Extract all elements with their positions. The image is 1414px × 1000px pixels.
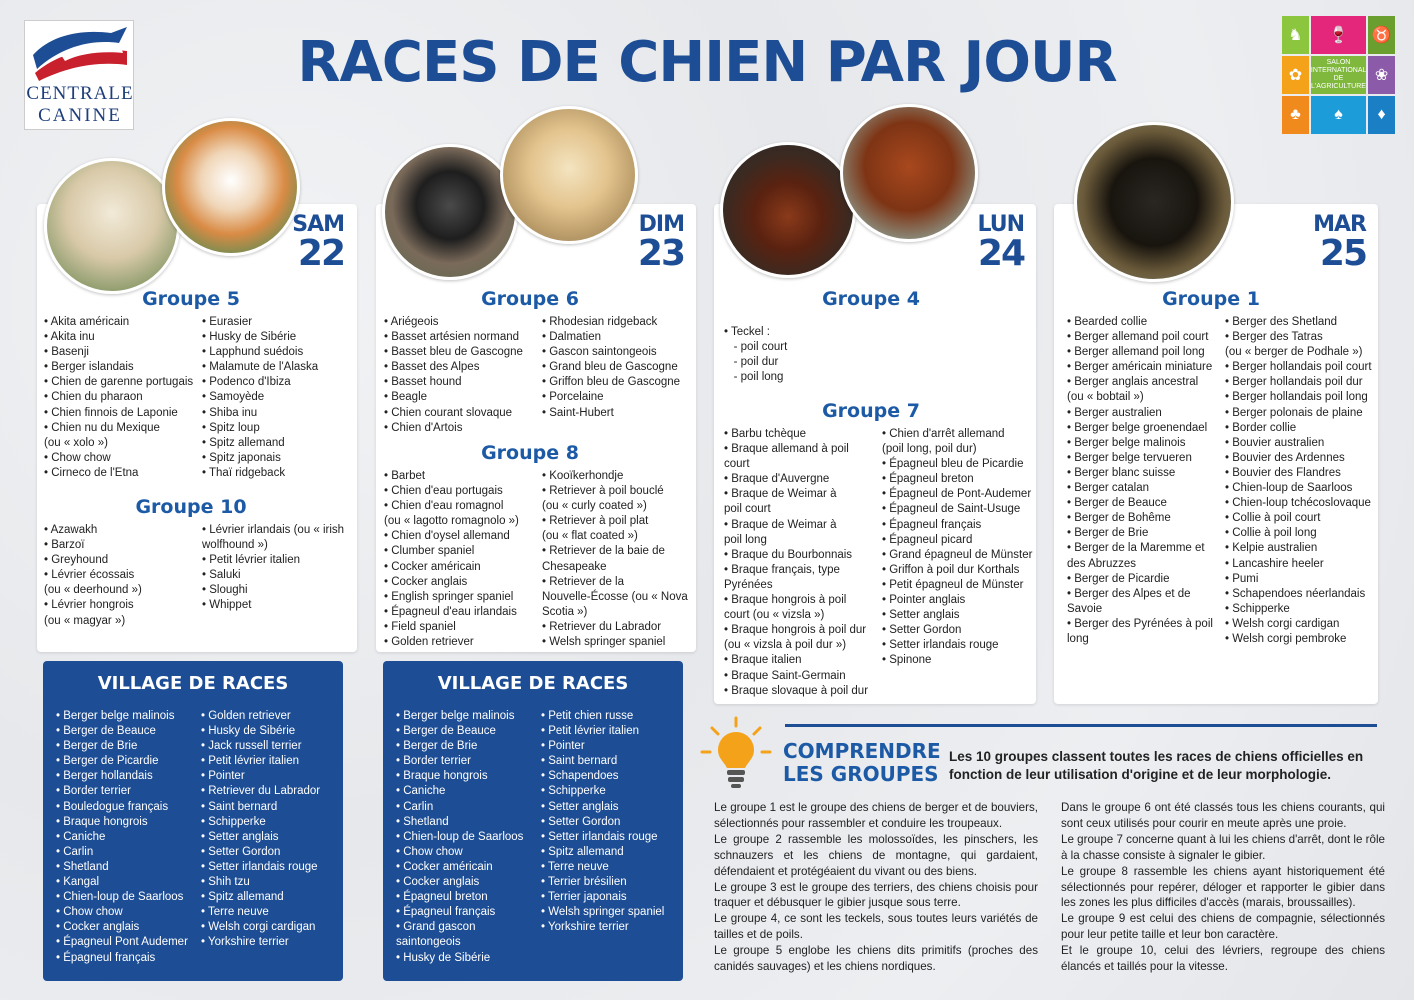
- list-item: • Berger islandais: [44, 361, 134, 374]
- list-item: • Schipperke: [1225, 602, 1290, 615]
- list-item: wolfhound »): [202, 539, 268, 552]
- village-list-col2: [201, 709, 341, 951]
- grapes-icon: ❀: [1368, 56, 1395, 94]
- list-item: • Terrier brésilien: [541, 876, 627, 889]
- day-number: 25: [1319, 233, 1366, 274]
- list-item: • Schipperke: [541, 785, 606, 798]
- list-item: • Dalmatien: [542, 331, 601, 344]
- list-item: • Chien d'arrêt allemand: [882, 428, 1005, 440]
- list-item: • Berger belge tervueren: [1067, 451, 1192, 464]
- list-item: • Shiba inu: [202, 406, 258, 419]
- list-item: • Retriever de la baie de: [542, 545, 665, 558]
- list-item: • Lévrier hongrois: [44, 599, 134, 612]
- list-item: • Spitz allemand: [202, 436, 285, 449]
- list-item: • Yorkshire terrier: [541, 921, 629, 934]
- list-item: • Berger de Bohême: [1067, 512, 1171, 525]
- day-number: 23: [637, 233, 684, 274]
- list-item: • Barbu tchèque: [724, 428, 807, 440]
- list-item: • Beagle: [384, 391, 428, 404]
- group-title: Groupe 1: [1162, 288, 1260, 310]
- list-item: • Akita américain: [44, 316, 130, 328]
- list-item: • Grand bleu de Gascogne: [542, 361, 678, 374]
- dog-photo-teckel: [720, 142, 856, 278]
- list-item: • Teckel :: [724, 326, 770, 338]
- group-3-text: Le groupe 3 est le groupe des terriers, des chiens choisis pour traquer et débusquer le gibier jusque sous terre.: [714, 880, 1038, 910]
- list-item: Chesapeake: [542, 560, 607, 573]
- group-list-col1: [384, 315, 542, 436]
- group-list-col1: [44, 523, 199, 629]
- list-item: • Berger belge malinois: [1067, 436, 1186, 449]
- list-item: • Spitz allemand: [201, 891, 284, 904]
- group-5-text: Le groupe 5 englobe les chiens dits primitifs (proches des canidés sauvages) et les chiens nordiques.: [714, 944, 1038, 974]
- lightbulb-icon: [700, 716, 772, 796]
- comprendre-title-2: LES GROUPES: [783, 762, 939, 786]
- list-item: • Berger des Tatras: [1225, 331, 1323, 344]
- list-item: • Chien du pharaon: [44, 391, 143, 404]
- list-item: • Thaï ridgeback: [202, 466, 286, 479]
- group-list-col1: [44, 315, 199, 481]
- list-item: • Chow chow: [44, 451, 111, 464]
- list-item: • Porcelaine: [542, 391, 604, 404]
- list-item: (ou « lagotto romagnolo »): [384, 515, 519, 528]
- group-title: Groupe 7: [822, 400, 920, 422]
- list-item: • Braque français, type: [724, 563, 840, 576]
- list-item: • Grand gascon: [396, 921, 476, 934]
- list-item: court (ou « vizsla »): [724, 609, 825, 622]
- list-item: • Setter anglais: [541, 800, 619, 813]
- list-item: • Épagneul picard: [882, 533, 973, 546]
- list-item: • Berger allemand poil long: [1067, 346, 1205, 359]
- group-list-col1: [724, 325, 882, 385]
- cow-icon: ♉: [1368, 16, 1395, 54]
- list-item: • Golden retriever: [384, 636, 474, 649]
- list-item: • Petit lévrier italien: [541, 725, 639, 738]
- list-item: • Kangal: [56, 876, 100, 889]
- group-list-col2: [882, 427, 1034, 669]
- group-list-col1: [384, 469, 542, 650]
- group-6-text: Dans le groupe 6 ont été classés tous les chiens courants, qui sont ceux utilisés pour courir en meute après une proie.: [1061, 801, 1385, 830]
- list-item: • Griffon bleu de Gascogne: [542, 376, 681, 389]
- day-label-lun: [960, 214, 1024, 272]
- salon-agriculture-logo: [1282, 16, 1395, 134]
- list-item: • Berger de Beauce: [56, 725, 156, 738]
- list-item: • Chow chow: [56, 906, 123, 919]
- list-item: Scotia »): [542, 605, 588, 618]
- list-item: des Abruzzes: [1067, 557, 1137, 570]
- group-7-text: Le groupe 7 concerne quant à lui les chiens d'arrêt, dont le rôle à la chasse consiste à signaler le gibier.: [1061, 832, 1385, 862]
- list-item: • Retriever de la: [542, 575, 625, 588]
- dog-photo-golden-retriever: [500, 106, 638, 244]
- list-item: • Braque hongrois: [396, 770, 488, 783]
- list-item: • Épagneul de Pont-Audemer: [882, 488, 1032, 501]
- list-item: • Carlin: [396, 800, 434, 813]
- group-list-col1: [724, 427, 882, 699]
- list-item: • Akita inu: [44, 331, 95, 344]
- list-item: • Malamute de l'Alaska: [202, 361, 319, 374]
- list-item: • Gascon saintongeois: [542, 346, 657, 359]
- list-item: • Bouvier des Ardennes: [1225, 451, 1345, 464]
- list-item: • Bouvier des Flandres: [1225, 466, 1341, 479]
- group-list-col2: [542, 315, 694, 421]
- list-item: (ou « bobtail »): [1067, 391, 1144, 404]
- list-item: • Retriever du Labrador: [542, 620, 662, 633]
- salon-text: SALON INTERNATIONAL DE L'AGRICULTURE: [1311, 56, 1366, 94]
- list-item: • Caniche: [56, 830, 106, 843]
- list-item: • Berger des Shetland: [1225, 316, 1338, 328]
- dog-photo-basset-bleu: [382, 144, 518, 280]
- list-item: • English springer spaniel: [384, 590, 514, 603]
- list-item: • Épagneul bleu de Picardie: [882, 458, 1024, 471]
- list-item: • Welsh springer spaniel: [541, 906, 665, 919]
- list-item: • Pointer: [201, 770, 245, 783]
- groups-explanation-right: [1061, 800, 1385, 975]
- list-item: • Basset hound: [384, 376, 462, 389]
- list-item: • Lévrier irlandais (ou « irish: [202, 524, 345, 536]
- list-item: • Husky de Sibérie: [201, 725, 296, 738]
- list-item: • Braque slovaque à poil dur: [724, 684, 869, 697]
- list-item: • Petit lévrier italien: [201, 755, 299, 768]
- list-item: • Setter anglais: [882, 609, 960, 622]
- list-item: • Berger de la Maremme et: [1067, 542, 1205, 555]
- dog-icon: ♦: [1368, 96, 1395, 134]
- list-item: • Setter Gordon: [541, 815, 621, 828]
- list-item: • Basset artésien normand: [384, 331, 520, 344]
- divider-line: [785, 724, 1377, 727]
- list-item: • Chien d'eau portugais: [384, 485, 503, 498]
- list-item: • Grand épagneul de Münster: [882, 548, 1033, 561]
- group-8-text: Le groupe 8 rassemble les chiens ayant historiquement été sélectionnés pour repérer, déloger et rapporter le gibier dans les zones les plus difficiles d'accès (marais, broussailles).: [1061, 864, 1385, 910]
- village-list-col1: [396, 709, 544, 966]
- list-item: • Welsh corgi pembroke: [1225, 632, 1347, 645]
- list-item: • Griffon à poil dur Korthals: [882, 563, 1020, 576]
- groups-explanation-left: [714, 800, 1038, 975]
- list-item: • Épagneul de Saint-Usuge: [882, 503, 1021, 516]
- list-item: • Barzoï: [44, 539, 85, 552]
- list-item: • Welsh springer spaniel: [542, 636, 666, 649]
- list-item: • Berger belge groenendael: [1067, 421, 1208, 434]
- list-item: • Basset bleu de Gascogne: [384, 346, 523, 359]
- list-item: • Berger des Pyrénées à poil: [1067, 617, 1213, 630]
- list-item: • Samoyède: [202, 391, 265, 404]
- list-item: • Berger allemand poil court: [1067, 331, 1209, 344]
- list-item: • Azawakh: [44, 524, 98, 536]
- list-item: • Setter irlandais rouge: [541, 830, 658, 843]
- list-item: • Shih tzu: [201, 876, 250, 889]
- chicken-icon: ♣: [1282, 96, 1309, 134]
- list-item: • Petit chien russe: [541, 710, 634, 722]
- group-list-col2: [542, 469, 694, 650]
- list-item: Savoie: [1067, 602, 1103, 615]
- dog-photo-beauceron: [1074, 122, 1234, 282]
- list-item: • Schapendoes néerlandais: [1225, 587, 1366, 600]
- list-item: • Field spaniel: [384, 620, 456, 633]
- list-item: • Spitz loup: [202, 421, 260, 434]
- list-item: • Braque du Bourbonnais: [724, 548, 853, 561]
- list-item: • Lévrier écossais: [44, 569, 135, 582]
- list-item: • Husky de Sibérie: [396, 951, 491, 964]
- group-title: Groupe 10: [135, 496, 247, 518]
- list-item: • Whippet: [202, 599, 252, 612]
- list-item: • Ariégeois: [384, 316, 439, 328]
- village-list-col1: [56, 709, 204, 966]
- list-item: • Chien nu du Mexique: [44, 421, 160, 434]
- list-item: • Berger catalan: [1067, 482, 1150, 495]
- list-item: • Welsh corgi cardigan: [1225, 617, 1340, 630]
- list-item: • Berger de Picardie: [56, 755, 159, 768]
- list-item: - poil court: [724, 341, 788, 354]
- list-item: • Berger de Brie: [56, 740, 138, 753]
- list-item: • Berger hollandais poil court: [1225, 361, 1372, 374]
- day-label-dim: [620, 214, 684, 272]
- list-item: (ou « magyar »): [44, 614, 126, 627]
- group-list-col2: [1225, 315, 1377, 647]
- list-item: • Berger hollandais poil long: [1225, 391, 1368, 404]
- wine-icon: 🍷: [1311, 16, 1366, 54]
- list-item: • Border terrier: [396, 755, 471, 768]
- list-item: • Collie à poil court: [1225, 512, 1321, 525]
- grain-icon: ✿: [1282, 56, 1309, 94]
- group-title: Groupe 6: [481, 288, 579, 310]
- list-item: (ou « berger de Podhale »): [1225, 346, 1363, 359]
- list-item: • Chien-loup tchécoslovaque: [1225, 497, 1371, 510]
- list-item: • Bearded collie: [1067, 316, 1148, 328]
- list-item: • Basset des Alpes: [384, 361, 480, 374]
- list-item: • Retriever à poil plat: [542, 515, 649, 528]
- village-list-col2: [541, 709, 681, 935]
- list-item: • Rhodesian ridgeback: [542, 316, 658, 328]
- list-item: • Cocker américain: [396, 860, 493, 873]
- list-item: • Saluki: [202, 569, 241, 582]
- list-item: • Berger belge malinois: [396, 710, 515, 722]
- comprendre-subtitle-1: Les 10 groupes classent toutes les races de chiens officielles en: [949, 749, 1364, 764]
- list-item: • Berger anglais ancestral: [1067, 376, 1199, 389]
- list-item: • Épagneul Pont Audemer: [56, 936, 188, 949]
- list-item: • Berger blanc suisse: [1067, 466, 1176, 479]
- list-item: (ou « flat coated »): [542, 530, 638, 543]
- list-item: - poil dur: [724, 356, 779, 369]
- group-10-text: Et le groupe 10, celui des lévriers, regroupe des chiens élancés et taillés pour la vitesse.: [1061, 944, 1385, 974]
- tree-icon: ♠: [1311, 96, 1366, 134]
- list-item: • Épagneul français: [56, 951, 156, 964]
- list-item: • Pointer: [541, 740, 585, 753]
- list-item: poil court: [724, 503, 771, 516]
- list-item: • Saint-Hubert: [542, 406, 614, 419]
- comprendre-title-1: COMPRENDRE: [783, 739, 941, 763]
- list-item: • Caniche: [396, 785, 446, 798]
- list-item: • Terrier japonais: [541, 891, 627, 904]
- list-item: • Berger de Beauce: [1067, 497, 1167, 510]
- list-item: • Lancashire heeler: [1225, 557, 1324, 570]
- list-item: • Cocker anglais: [396, 876, 480, 889]
- comprendre-subtitle-2: fonction de leur utilisation d'origine et de leur morphologie.: [949, 767, 1331, 782]
- list-item: • Chien d'Artois: [384, 421, 463, 434]
- list-item: Nouvelle-Écosse (ou « Nova: [542, 590, 688, 603]
- list-item: • Welsh corgi cardigan: [201, 921, 316, 934]
- day-name: SAM: [292, 212, 344, 237]
- list-item: • Kelpie australien: [1225, 542, 1318, 555]
- list-item: • Braque de Weimar à: [724, 488, 837, 501]
- list-item: • Setter anglais: [201, 830, 279, 843]
- list-item: • Retriever du Labrador: [201, 785, 321, 798]
- list-item: • Berger des Alpes et de: [1067, 587, 1191, 600]
- list-item: • Setter Gordon: [201, 845, 281, 858]
- list-item: • Berger américain miniature: [1067, 361, 1213, 374]
- list-item: • Pumi: [1225, 572, 1259, 585]
- list-item: • Terre neuve: [541, 860, 609, 873]
- dog-photo-irish-setter: [840, 104, 978, 242]
- page-title: RACES DE CHIEN PAR JOUR: [297, 30, 1117, 95]
- list-item: • Épagneul breton: [882, 473, 974, 486]
- list-item: • Berger belge malinois: [56, 710, 175, 722]
- list-item: • Kooïkerhondje: [542, 470, 624, 482]
- list-item: • Chow chow: [396, 845, 463, 858]
- list-item: • Braque allemand à poil: [724, 443, 849, 456]
- list-item: - poil long: [724, 371, 784, 384]
- list-item: • Shetland: [396, 815, 449, 828]
- group-list-col2: [202, 315, 352, 481]
- list-item: • Eurasier: [202, 316, 253, 328]
- list-item: • Border terrier: [56, 785, 131, 798]
- list-item: • Épagneul d'eau irlandais: [384, 605, 517, 618]
- list-item: • Spitz japonais: [202, 451, 281, 464]
- list-item: long: [1067, 632, 1089, 645]
- list-item: • Setter irlandais rouge: [201, 860, 318, 873]
- list-item: • Petit lévrier italien: [202, 554, 300, 567]
- list-item: • Schapendoes: [541, 770, 619, 783]
- list-item: • Yorkshire terrier: [201, 936, 289, 949]
- village-box-sam: [43, 661, 343, 981]
- list-item: • Berger de Beauce: [396, 725, 496, 738]
- list-item: • Saint bernard: [201, 800, 278, 813]
- list-item: • Berger hollandais: [56, 770, 153, 783]
- list-item: • Braque hongrois à poil: [724, 594, 847, 607]
- list-item: • Berger hollandais poil dur: [1225, 376, 1363, 389]
- day-label-sam: [280, 214, 344, 272]
- group-4-text: Le groupe 4, ce sont les teckels, sous toutes leurs variétés de tailles et de poils.: [714, 912, 1038, 942]
- list-item: • Greyhound: [44, 554, 109, 567]
- list-item: • Braque d'Auvergne: [724, 473, 830, 486]
- list-item: • Setter irlandais rouge: [882, 639, 999, 652]
- list-item: • Jack russell terrier: [201, 740, 302, 753]
- list-item: saintongeois: [396, 936, 461, 949]
- list-item: • Berger de Brie: [396, 740, 478, 753]
- group-title: Groupe 5: [142, 288, 240, 310]
- list-item: • Lapphund suédois: [202, 346, 304, 359]
- list-item: • Cocker anglais: [56, 921, 140, 934]
- list-item: • Chien d'eau romagnol: [384, 500, 504, 513]
- list-item: • Terre neuve: [201, 906, 269, 919]
- list-item: • Saint bernard: [541, 755, 618, 768]
- logo-line-1: CENTRALE: [26, 83, 134, 104]
- list-item: • Sloughi: [202, 584, 248, 597]
- list-item: • Clumber spaniel: [384, 545, 475, 558]
- list-item: • Bouvier australien: [1225, 436, 1325, 449]
- list-item: • Basenji: [44, 346, 89, 359]
- dog-photo-saluki: [44, 158, 180, 294]
- list-item: • Podenco d'Ibiza: [202, 376, 291, 389]
- list-item: • Barbet: [384, 470, 426, 482]
- day-number: 22: [297, 233, 344, 274]
- list-item: • Cocker américain: [384, 560, 481, 573]
- group-1-text: Le groupe 1 est le groupe des chiens de berger et de bouviers, sélectionnés pour rassembler et conduire les troupeaux.: [714, 801, 1038, 830]
- list-item: • Berger de Picardie: [1067, 572, 1170, 585]
- list-item: Pyrénées: [724, 578, 773, 591]
- day-name: LUN: [977, 212, 1024, 237]
- list-item: • Chien courant slovaque: [384, 406, 513, 419]
- list-item: • Border collie: [1225, 421, 1297, 434]
- list-item: • Spinone: [882, 654, 932, 667]
- list-item: • Schipperke: [201, 815, 266, 828]
- list-item: • Retriever à poil bouclé: [542, 485, 664, 498]
- list-item: • Épagneul breton: [396, 891, 488, 904]
- list-item: • Chien-loup de Saarloos: [1225, 482, 1353, 495]
- village-title: VILLAGE DE RACES: [437, 673, 629, 694]
- list-item: • Shetland: [56, 860, 109, 873]
- group-title: Groupe 4: [822, 288, 920, 310]
- list-item: • Chien-loup de Saarloos: [396, 830, 524, 843]
- list-item: (ou « vizsla à poil dur »): [724, 639, 847, 652]
- list-item: • Cocker anglais: [384, 575, 468, 588]
- list-item: • Golden retriever: [201, 710, 291, 722]
- day-number: 24: [977, 233, 1024, 274]
- list-item: • Husky de Sibérie: [202, 331, 297, 344]
- horse-icon: ♞: [1282, 16, 1309, 54]
- list-item: • Collie à poil long: [1225, 527, 1317, 540]
- list-item: • Berger polonais de plaine: [1225, 406, 1363, 419]
- list-item: • Carlin: [56, 845, 94, 858]
- list-item: (ou « curly coated »): [542, 500, 647, 513]
- list-item: (ou « xolo »): [44, 436, 108, 449]
- list-item: • Berger australien: [1067, 406, 1162, 419]
- group-title: Groupe 8: [481, 442, 579, 464]
- list-item: (ou « deerhound »): [44, 584, 142, 597]
- list-item: • Cirneco de l'Etna: [44, 466, 139, 479]
- list-item: • Bouledogue français: [56, 800, 169, 813]
- day-name: MAR: [1313, 212, 1366, 237]
- day-name: DIM: [638, 212, 684, 237]
- logo-line-2: CANINE: [38, 105, 122, 126]
- list-item: • Braque Saint-Germain: [724, 669, 846, 682]
- list-item: • Berger de Brie: [1067, 527, 1149, 540]
- list-item: • Chien-loup de Saarloos: [56, 891, 184, 904]
- list-item: • Chien d'oysel allemand: [384, 530, 510, 543]
- list-item: • Chien de garenne portugais: [44, 376, 194, 389]
- list-item: • Setter Gordon: [882, 624, 962, 637]
- list-item: • Braque hongrois à poil dur: [724, 624, 867, 637]
- group-list-col1: [1067, 315, 1227, 647]
- list-item: • Petit épagneul de Münster: [882, 578, 1024, 591]
- list-item: court: [724, 458, 750, 471]
- group-list-col2: [202, 523, 354, 614]
- group-2-text: Le groupe 2 rassemble les molossoïdes, les pinschers, les schnauzers et les chiens de montagne, qui gardaient, défendaient et protégéaient du vivant ou des biens.: [714, 832, 1038, 878]
- village-title: VILLAGE DE RACES: [97, 673, 289, 694]
- list-item: • Épagneul français: [396, 906, 496, 919]
- list-item: poil long: [724, 533, 767, 546]
- list-item: • Épagneul français: [882, 518, 982, 531]
- list-item: (poil long, poil dur): [882, 443, 977, 456]
- list-item: • Braque hongrois: [56, 815, 148, 828]
- list-item: • Braque de Weimar à: [724, 518, 837, 531]
- list-item: • Braque italien: [724, 654, 802, 667]
- day-label-mar: [1302, 214, 1366, 272]
- village-box-dim: [383, 661, 683, 981]
- group-9-text: Le groupe 9 est celui des chiens de compagnie, sélectionnés pour leur petite taille et leur bon caractère.: [1061, 912, 1385, 942]
- list-item: • Chien finnois de Laponie: [44, 406, 178, 419]
- list-item: • Spitz allemand: [541, 845, 624, 858]
- list-item: • Pointer anglais: [882, 594, 966, 607]
